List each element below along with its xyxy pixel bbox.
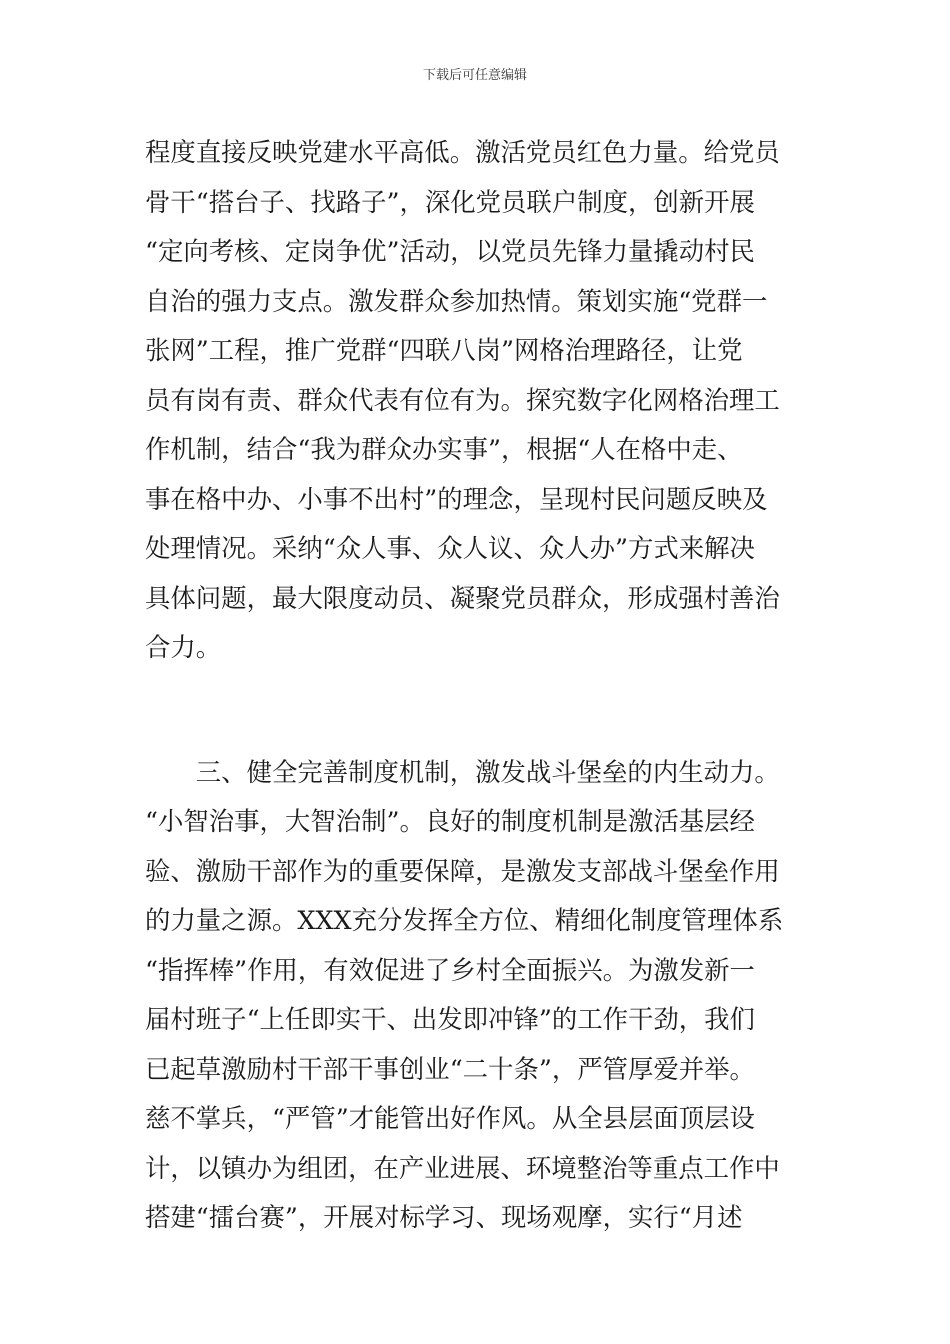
text-line: 合力。 (145, 632, 222, 662)
text-line: 程度直接反映党建水平高低。激活党员红色力量。给党员 (145, 137, 780, 167)
text-line: 员有岗有责、群众代表有位有为。探究数字化网格治理工 (145, 384, 780, 415)
text-line: 计，以镇办为组团，在产业进展、环境整治等重点工作中 (145, 1152, 780, 1183)
text-line: 的力量之源。XXX充分发挥全方位、精细化制度管理体系 (145, 905, 784, 935)
text-line: “指挥棒”作用，有效促进了乡村全面振兴。为激发新一 (145, 954, 755, 985)
section-heading-line: 三、健全完善制度机制，激发战斗堡垒的内生动力。 (145, 756, 780, 787)
text-line: 处理情况。采纳“众人事、众人议、众人办”方式来解决 (145, 533, 755, 563)
document-body (145, 128, 810, 1243)
text-line: 张网”工程，推广党群“四联八岗”网格治理路径，让党 (145, 335, 743, 365)
text-line: 已起草激励村干部干事创业“二十条”，严管厚爱并举。 (145, 1053, 755, 1084)
paragraph-1 (145, 128, 810, 673)
text-line: 验、激励干部作为的重要保障，是激发支部战斗堡垒作用 (145, 855, 780, 886)
text-line: “定向考核、定岗争优”活动，以党员先锋力量撬动村民 (145, 236, 755, 266)
text-line: 慈不掌兵，“严管”才能管出好作风。从全县层面顶层设 (145, 1103, 755, 1133)
paragraph-2 (145, 748, 810, 1243)
text-line: 自治的强力支点。激发群众参加热情。策划实施“党群一 (145, 285, 768, 316)
page-header-note: 下载后可任意编辑 (422, 68, 527, 83)
text-line: 搭建“擂台赛”，开展对标学习、现场观摩，实行“月述 (145, 1202, 743, 1232)
text-line: 骨干“搭台子、找路子”，深化党员联户制度，创新开展 (145, 186, 755, 217)
text-line: “小智治事，大智治制”。良好的制度机制是激活基层经 (145, 806, 755, 836)
paragraph-spacer (145, 673, 810, 748)
text-line: 具体问题，最大限度动员、凝聚党员群众，形成强村善治 (145, 582, 780, 613)
text-line: 事在格中办、小事不出村”的理念，呈现村民问题反映及 (145, 483, 768, 514)
text-line: 作机制，结合“我为群众办实事”，根据“人在格中走、 (145, 434, 743, 464)
text-line: 届村班子“上任即实干、出发即冲锋”的工作干劲，我们 (145, 1004, 755, 1034)
